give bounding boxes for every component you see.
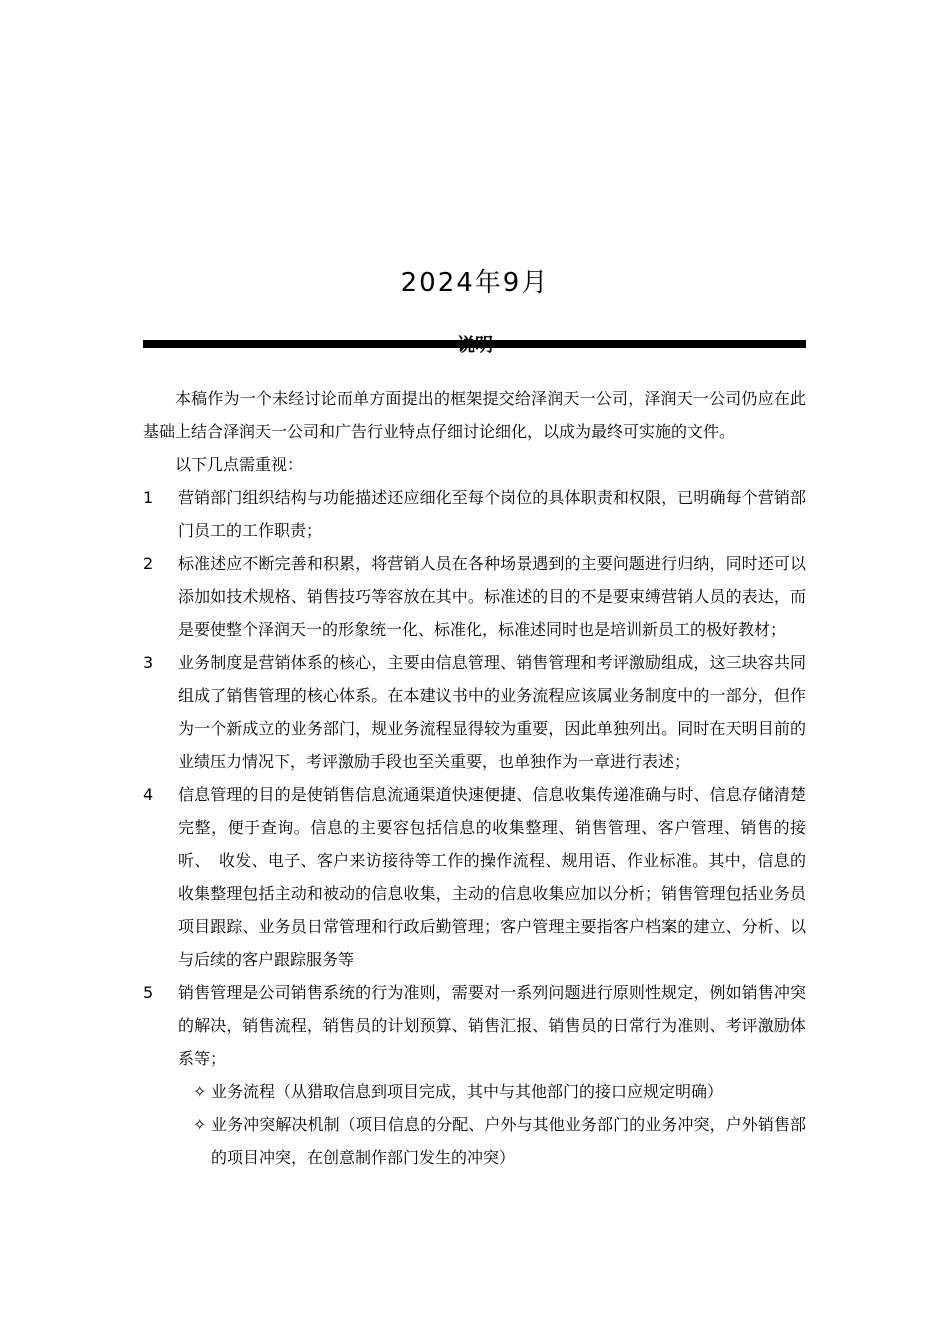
numbered-item: [143, 646, 806, 778]
item-text: 信息管理的目的是使销售信息流通渠道快速便捷、信息收集传递准确与时、信息存储清楚完整，便于查询。信息的主要容包括信息的收集整理、销售管理、客户管理、销售的接听、 收发、电子、客户来访接待等工作的操作流程、规用语、作业标准。其中，信息的收集整理包括主动和被动的信息收集，主动的信息收集应加以分析；销售管理包括业务员项目跟踪、业务员日常管理和行政后勤管理；客户管理主要指客户档案的建立、分析、以与后续的客户跟踪服务等: [178, 785, 806, 969]
item-number: 3: [143, 653, 154, 672]
item-number: 1: [143, 488, 154, 507]
sub-bullet-text: 业务冲突解决机制（项目信息的分配、户外与其他业务部门的业务冲突，户外销售部的项目冲突，在创意制作部门发生的冲突）: [211, 1115, 806, 1167]
sub-bullet-item: [143, 1075, 806, 1108]
four-pointed-star-icon: ✧: [193, 1115, 207, 1134]
sub-bullet-item: [143, 1108, 806, 1174]
item-text: 销售管理是公司销售系统的行为准则，需要对一系列问题进行原则性规定，例如销售冲突的解决，销售流程，销售员的计划预算、销售汇报、销售员的日常行为准则、考评激励体系等；: [178, 983, 806, 1068]
document-body: [143, 382, 806, 1174]
item-text: 营销部门组织结构与功能描述还应细化至每个岗位的具体职责和权限，已明确每个营销部门员工的工作职责；: [178, 488, 806, 540]
item-number: 5: [143, 983, 154, 1002]
item-number: 4: [143, 785, 154, 804]
section-heading: 说明: [457, 335, 493, 356]
numbered-item: [143, 976, 806, 1075]
four-pointed-star-icon: ✧: [193, 1082, 207, 1101]
sub-bullet-text: 业务流程（从猎取信息到项目完成，其中与其他部门的接口应规定明确）: [211, 1082, 724, 1101]
intro-paragraph: 以下几点需重视：: [175, 455, 304, 474]
numbered-item: [143, 778, 806, 976]
item-text: 业务制度是营销体系的核心，主要由信息管理、销售管理和考评激励组成，这三块容共同组成了销售管理的核心体系。在本建议书中的业务流程应该属业务制度中的一部分，但作为一个新成立的业务部门，规业务流程显得较为重要，因此单独列出。同时在天明目前的业绩压力情况下，考评激励手段也至关重要，也单独作为一章进行表述；: [178, 653, 806, 771]
item-text: 标准述应不断完善和积累，将营销人员在各种场景遇到的主要问题进行归纳，同时还可以添加如技术规格、销售技巧等容放在其中。标准述的目的不是要束缚营销人员的表达，而是要使整个泽润天一的形象统一化、标准化，标准述同时也是培训新员工的极好教材；: [178, 554, 806, 639]
document-date: 2024年9月: [400, 268, 550, 298]
item-number: 2: [143, 554, 154, 573]
numbered-item: [143, 481, 806, 547]
numbered-item: [143, 547, 806, 646]
intro-paragraph: 本稿作为一个未经讨论而单方面提出的框架提交给泽润天一公司，泽润天一公司仍应在此基础上结合泽润天一公司和广告行业特点仔细讨论细化，以成为最终可实施的文件。: [143, 389, 806, 441]
